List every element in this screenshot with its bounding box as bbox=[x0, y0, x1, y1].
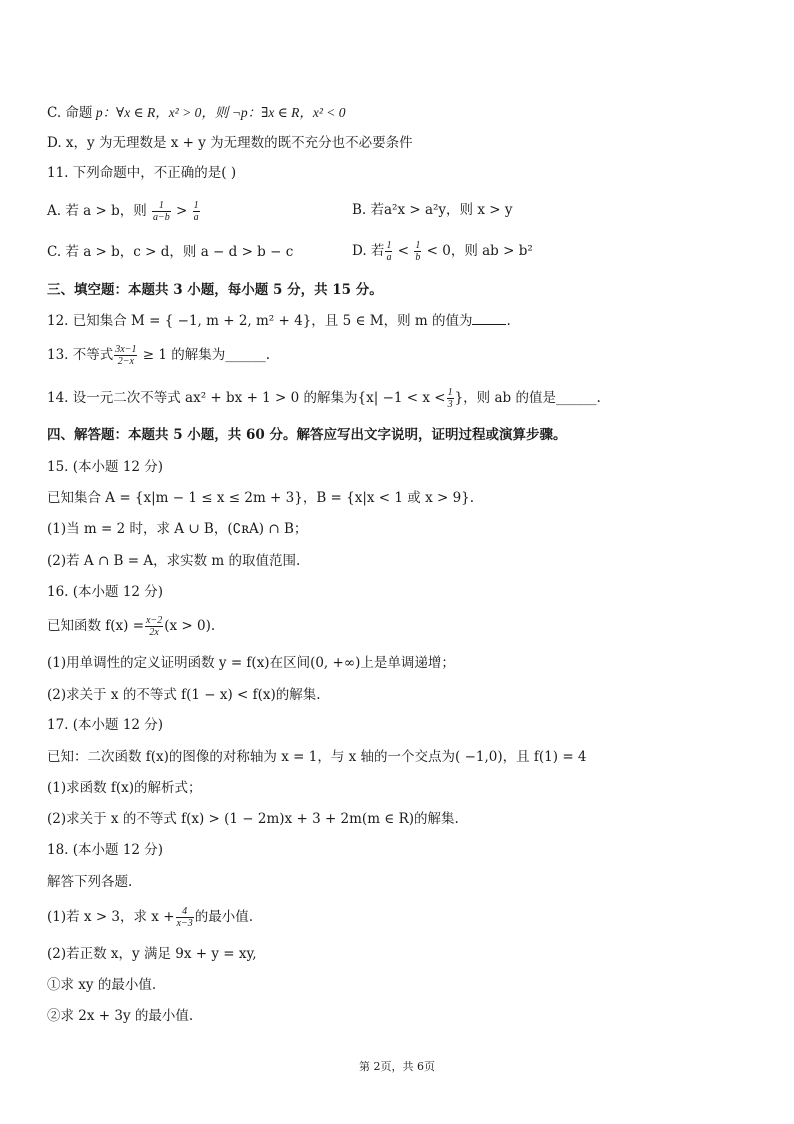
q18-part1: (1)若 x > 3，求 x + $\frac{4}{x-3}$ 的最小值. bbox=[47, 906, 254, 929]
q11-option-d: D. 若 $\frac{1}{a}$ < $\frac{1}{b}$ < 0，则 ab > b² bbox=[352, 240, 533, 263]
q15-part2: (2)若 A ∩ B = A，求实数 m 的取值范围. bbox=[47, 553, 301, 569]
q17-part2: (2)求关于 x 的不等式 f(x) > (1 − 2m)x + 3 + 2m(m ∈ R)的解集. bbox=[47, 811, 459, 827]
q10-option-c: C. 命题 p：∀x ∈ R，x² > 0，则 ¬p：∃x ∈ R，x² < 0 bbox=[47, 105, 346, 121]
q12: 12. 已知集合 M = { −1, m + 2, m² + 4}，且 5 ∈ M，则 m 的值为 . bbox=[47, 313, 511, 329]
q10-option-d: D. x，y 为无理数是 x + y 为无理数的既不充分也不必要条件 bbox=[47, 135, 413, 151]
q11-option-a: A. 若 a > b，则 $\frac{1}{a-b}$ > $\frac{1}{a}$ bbox=[47, 200, 199, 223]
q11-option-b: B. 若a²x > a²y，则 x > y bbox=[352, 202, 513, 218]
q11-option-c: C. 若 a > b，c > d，则 a − d > b − c bbox=[47, 244, 294, 260]
q13: 13. 不等式 $\frac{3x-1}{2-x}$ ≥ 1 的解集为______. bbox=[47, 344, 271, 367]
q16-header: 16. (本小题 12 分) bbox=[47, 584, 164, 600]
q17-part1: (1)求函数 f(x)的解析式； bbox=[47, 780, 202, 796]
q16-stem: 已知函数 f(x) = $\frac{x-2}{2x}$ (x > 0). bbox=[47, 615, 216, 638]
q14: 14. 设一元二次不等式 ax² + bx + 1 > 0 的解集为{x| −1 < x < $\frac{1}{3}$ }，则 ab 的值是______. bbox=[47, 387, 601, 410]
q18-sub1: ①求 xy 的最小值. bbox=[47, 977, 157, 993]
q15-stem: 已知集合 A = {x|m − 1 ≤ x ≤ 2m + 3}，B = {x|x < 1 或 x > 9}. bbox=[47, 490, 475, 506]
q17-header: 17. (本小题 12 分) bbox=[47, 717, 164, 733]
q18-sub2: ②求 2x + 3y 的最小值. bbox=[47, 1008, 194, 1024]
q15-part1: (1)当 m = 2 时，求 A ∪ B，(∁ʀA) ∩ B； bbox=[47, 521, 308, 537]
q18-header: 18. (本小题 12 分) bbox=[47, 842, 164, 858]
q11-stem: 11. 下列命题中，不正确的是( ) bbox=[47, 165, 237, 181]
q16-part1: (1)用单调性的定义证明函数 y = f(x)在区间(0, +∞)上是单调递增； bbox=[47, 655, 455, 671]
section-4-heading: 四、解答题：本题共 5 小题，共 60 分。解答应写出文字说明，证明过程或演算步骤。 bbox=[47, 427, 567, 443]
q16-part2: (2)求关于 x 的不等式 f(1 − x) < f(x)的解集. bbox=[47, 687, 321, 703]
section-3-heading: 三、填空题：本题共 3 小题，每小题 5 分，共 15 分。 bbox=[47, 282, 383, 298]
q18-part2: (2)若正数 x，y 满足 9x + y = xy, bbox=[47, 946, 257, 962]
q15-header: 15. (本小题 12 分) bbox=[47, 459, 164, 475]
q17-stem: 已知：二次函数 f(x)的图像的对称轴为 x = 1，与 x 轴的一个交点为( −1,0)，且 f(1) = 4 bbox=[47, 749, 587, 765]
page-footer: 第 2页，共 6页 bbox=[359, 1060, 435, 1073]
q18-stem: 解答下列各题. bbox=[47, 874, 133, 890]
q12-answer-blank bbox=[472, 312, 506, 325]
